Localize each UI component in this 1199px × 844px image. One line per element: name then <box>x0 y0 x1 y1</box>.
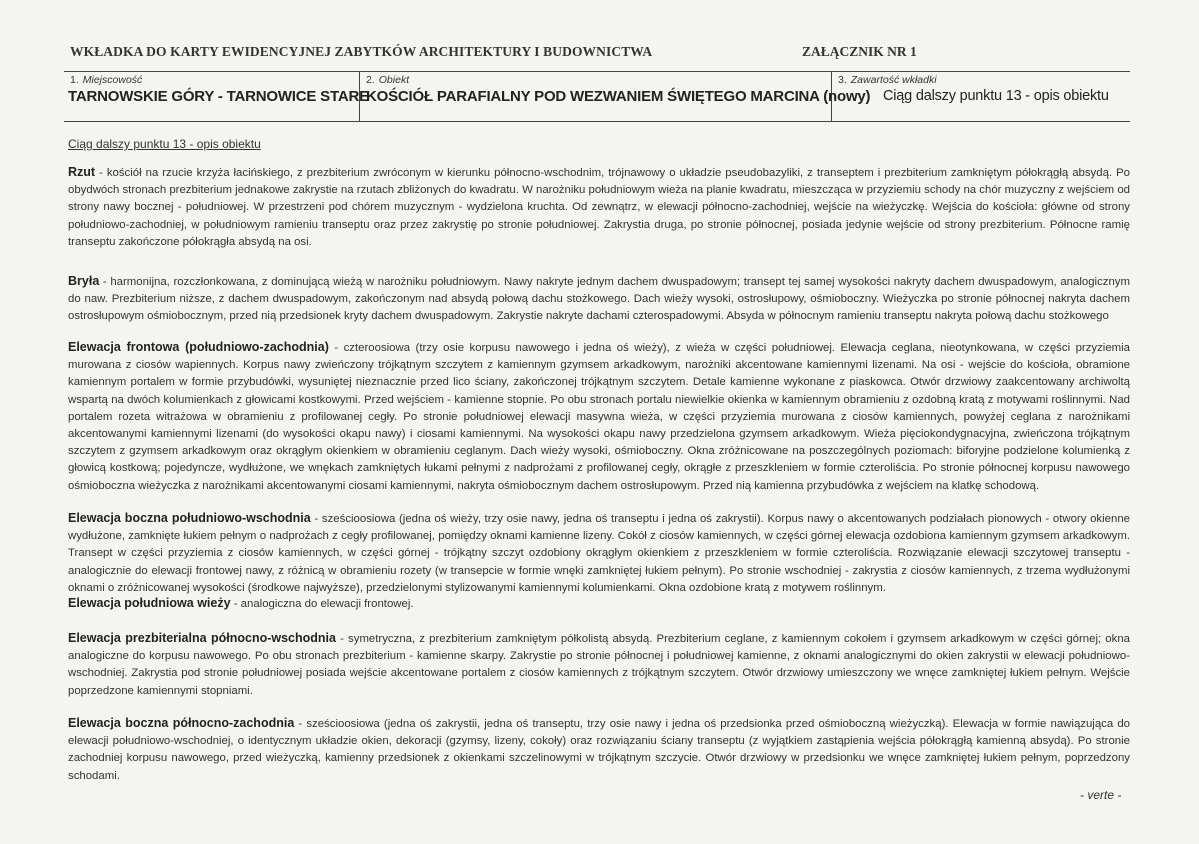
continuation-heading: Ciąg dalszy punktu 13 - opis obiektu <box>68 137 261 151</box>
section-paragraph <box>68 630 1130 700</box>
section-paragraph <box>68 339 1130 495</box>
field-number: 3. <box>838 74 847 86</box>
form-title: WKŁADKA DO KARTY EWIDENCYJNEJ ZABYTKÓW ARCHITEKTURY I BUDOWNICTWA <box>70 44 653 59</box>
section-text: - sześcioosiowa (jedna oś zakrystii, jedna oś transeptu, trzy osie nawy i jedna oś przedsionka przed ośmioboczną wieżyczką). Elewacja w formie nawiązująca do elewacji południowo-wschodniej, o identycznym układzie okien, dekoracji (gzymsy, lizeny, cokoły) oraz rozwiązaniu ściany transeptu (z wyjątkiem zastąpienia wejścia półokrągłą kamienną absydą). Po stronie zachodniej korpusu nawowego, przed wieżyczką, kamienny przedsionek z okienkami szczelinowymi w trójkątnym szczycie. Otwór drzwiowy w przedsionku we wnęce zamkniętej łukiem pełnym, poprzedzony schodami. <box>68 718 1131 782</box>
field-label-text: Miejscowość <box>82 74 143 86</box>
section-heading: Elewacja boczna północno-zachodnia <box>68 716 295 730</box>
field-label-locality <box>70 74 142 86</box>
section-paragraph <box>68 715 1130 785</box>
section-heading: Elewacja południowa wieży <box>68 596 231 610</box>
section-text: - kościół na rzucie krzyża łacińskiego, z prezbiterium zwróconym w kierunku północno-wschodnim, trójnawowy o układzie pseudobazyliki, z transeptem i prezbiterium zamkniętym półokrągłą absydą. Po obydwóch stronach prezbiterium jednakowe zakrystie na rzutach zbliżonych do kwadratu. W narożniku południowym wieża na planie kwadratu, mieszcząca w przyziemiu schody na chór muzyczny z wejściem od strony nawy bocznej - południowej. W przestrzeni pod chórem muzycznym - wydzielona kruchta. Od zewnątrz, w elewacji północno-zachodniej, wejście na wieżyczkę. Wejścia do kościoła: główne od strony południowo-zachodniej, w południowym ramieniu transeptu oraz przez zakrystię po stronie południowej. Zakrystia druga, po stronie północnej, posiada jedynie wejście od strony prezbiterium. Północne ramię transeptu zakończone półokrągła absydą na osi. <box>68 167 1130 248</box>
header-table-top-border <box>64 71 1130 72</box>
section-paragraph <box>68 273 1130 326</box>
field-label-text: Zawartość wkładki <box>850 74 937 86</box>
section-heading: Elewacja prezbiterialna północno-wschodnia <box>68 631 336 645</box>
field-number: 1. <box>70 74 79 86</box>
verte-note: - verte - <box>1080 788 1122 802</box>
section-heading: Bryła <box>68 274 100 288</box>
section-heading: Rzut <box>68 165 96 179</box>
section-paragraph <box>68 595 1130 613</box>
field-label-contents <box>838 74 937 86</box>
annex-number: ZAŁĄCZNIK NR 1 <box>802 44 917 59</box>
section-text: - czteroosiowa (trzy osie korpusu nawowego i jedna oś wieży), z wieża w części południowej. Elewacja ceglana, nieotynkowana, w części przyziemia murowana z ciosów wapiennych. Korpus nawy zwieńczony trójkątnym szczytem z kamiennym gzymsem arkadkowym, narożniki akcentowane kamiennymi lizenami. Na osi - wejście do kościoła, obramione kamiennym portalem w formie przybudówki, wysuniętej nieznacznie przed lico ściany, zakończonej trójkątnym szczytem. Detale kamienne wykonane z piaskowca. Otwór drzwiowy zaakcentowany archiwoltą wspartą na dwóch kolumienkach z głowicami kostkowymi. Przed wejściem - kamienne stopnie. Po obu stronach portalu niewielkie okienka w kamiennym obramieniu z ozdobną kratą z motywami roślinnymi. Nad portalem rozeta witrażowa w obramieniu z profilowanej cegły. Po stronie południowej elewacji masywna wieża, w części przyziemia murowana z ciosów kamiennych, powyżej ceglana z narożnikami akcentowanymi kamiennymi lizenami (do wysokości okapu nawy) i ciosami kamiennymi. Na wysokości okapu nawy przedzielona gzymsem arkadkowym. Wieża pięciokondygnacyjna, zwieńczona trójkątnym szczytem z gzymsem arkadkowym oraz okrągłym okienkiem w obramieniu ceglanym. Dach wieży wysoki, ośmioboczny. Okna zróżnicowane na poszczególnych poziomach: biforyjne podzielone kolumienką z głowicą kostkową; pojedyncze, wydłużone, we wnękach zamkniętych łukami pełnymi z nadprożami z profilowanej cegły, okrągłe z przeszkleniem w formie czteroliścia. Po stronie północnej korpusu nawowego ośmioboczna wieżyczka z narożnikami akcentowanymi ciosami kamiennymi, nakryta ośmiobocznym dachem ostrosłupowym. Przed nią kamienna przybudówka z wejściem na klatkę schodową. <box>68 342 1131 492</box>
field-number: 2. <box>366 74 375 86</box>
field-label-object <box>366 74 409 86</box>
section-heading: Elewacja boczna południowo-wschodnia <box>68 511 311 525</box>
section-text: - harmonijna, rozczłonkowana, z dominującą wieżą w narożniku południowym. Nawy nakryte jednym dachem dwuspadowym; transept tej samej wysokości nakryty dachem dwuspadowym, analogicznym do naw. Prezbiterium niższe, z dachem dwuspadowym, zakończonym nad absydą połową dachu stożkowego. Dach wieży wysoki, ostrosłupowy, ośmioboczny. Wieżyczka po stronie północnej nakryta dachem ostrosłupowym ośmiobocznym, przed nią przedsionek kryty dachem dwuspadowym. Zakrystie nakryte dachami czterospadowymi. Absyda w północnym ramieniu transeptu nakryta połową dachu stożkowego <box>68 276 1130 323</box>
section-text: - analogiczna do elewacji frontowej. <box>230 598 414 610</box>
section-text: - sześcioosiowa (jedna oś wieży, trzy osie nawy, jedna oś transeptu i jedna oś zakrystii). Korpus nawy o akcentowanych podziałach pionowych - otwory okienne wydłużone, zamknięte łukiem pełnym o nadprożach z cegły profilowanej, pomiędzy oknami kamienne lizeny. Cokół z ciosów kamiennych, w części górnej elewacja ozdobiona kamiennym gzymsem arkadkowym. Transept w części przyziemia z ciosów kamiennych, w części górnej - trójkątny szczyt ozdobiony okrągłym okienkiem z przeszkleniem w formie czteroliścia. Rozwiązanie elewacji szczytowej transeptu - analogicznie do elewacji frontowej nawy, z różnicą w obramieniu rozety (w transepcie w formie wnęki zamkniętej łukiem pełnym). Po stronie wschodniej - zakrystia z ciosów kamiennych, z trzema wydłużonymi oknami o zróżnicowanej wysokości (środkowe najwyższe), przedzielonymi stylizowanymi kamiennymi kolumienkami. Okna ozdobione kratą z motywem roślinnym. <box>68 513 1130 594</box>
field-value-locality: TARNOWSKIE GÓRY - TARNOWICE STARE <box>68 88 369 105</box>
section-text: - symetryczna, z prezbiterium zamkniętym półkolistą absydą. Prezbiterium ceglane, z kamiennym cokołem i gzymsem arkadkowym w części górnej; okna analogiczne do korpusu nawowego. Po obu stronach prezbiterium - kamienne skarpy. Zakrystie po stronie północnej i południowej kamienne, z oknami analogicznymi do okien zakrystii w elewacji południowo-wschodniej. Zakrystia pod stronie południowej posiada wejście akcentowane portalem z ciosów kamiennych z trójkątnym szczytem. Otwór drzwiowy umieszczony we wnęce zamkniętej łukiem pełnym. Wejście poprzedzone kamiennymi stopniami. <box>68 633 1130 697</box>
field-value-object: KOŚCIÓŁ PARAFIALNY POD WEZWANIEM ŚWIĘTEGO MARCINA (nowy) <box>366 88 871 105</box>
section-paragraph <box>68 510 1130 597</box>
header-table-bottom-border <box>64 121 1130 122</box>
section-heading: Elewacja frontowa (południowo-zachodnia) <box>68 340 329 354</box>
field-label-text: Obiekt <box>378 74 410 86</box>
section-paragraph <box>68 164 1130 251</box>
field-value-contents: Ciąg dalszy punktu 13 - opis obiektu <box>883 88 1109 104</box>
